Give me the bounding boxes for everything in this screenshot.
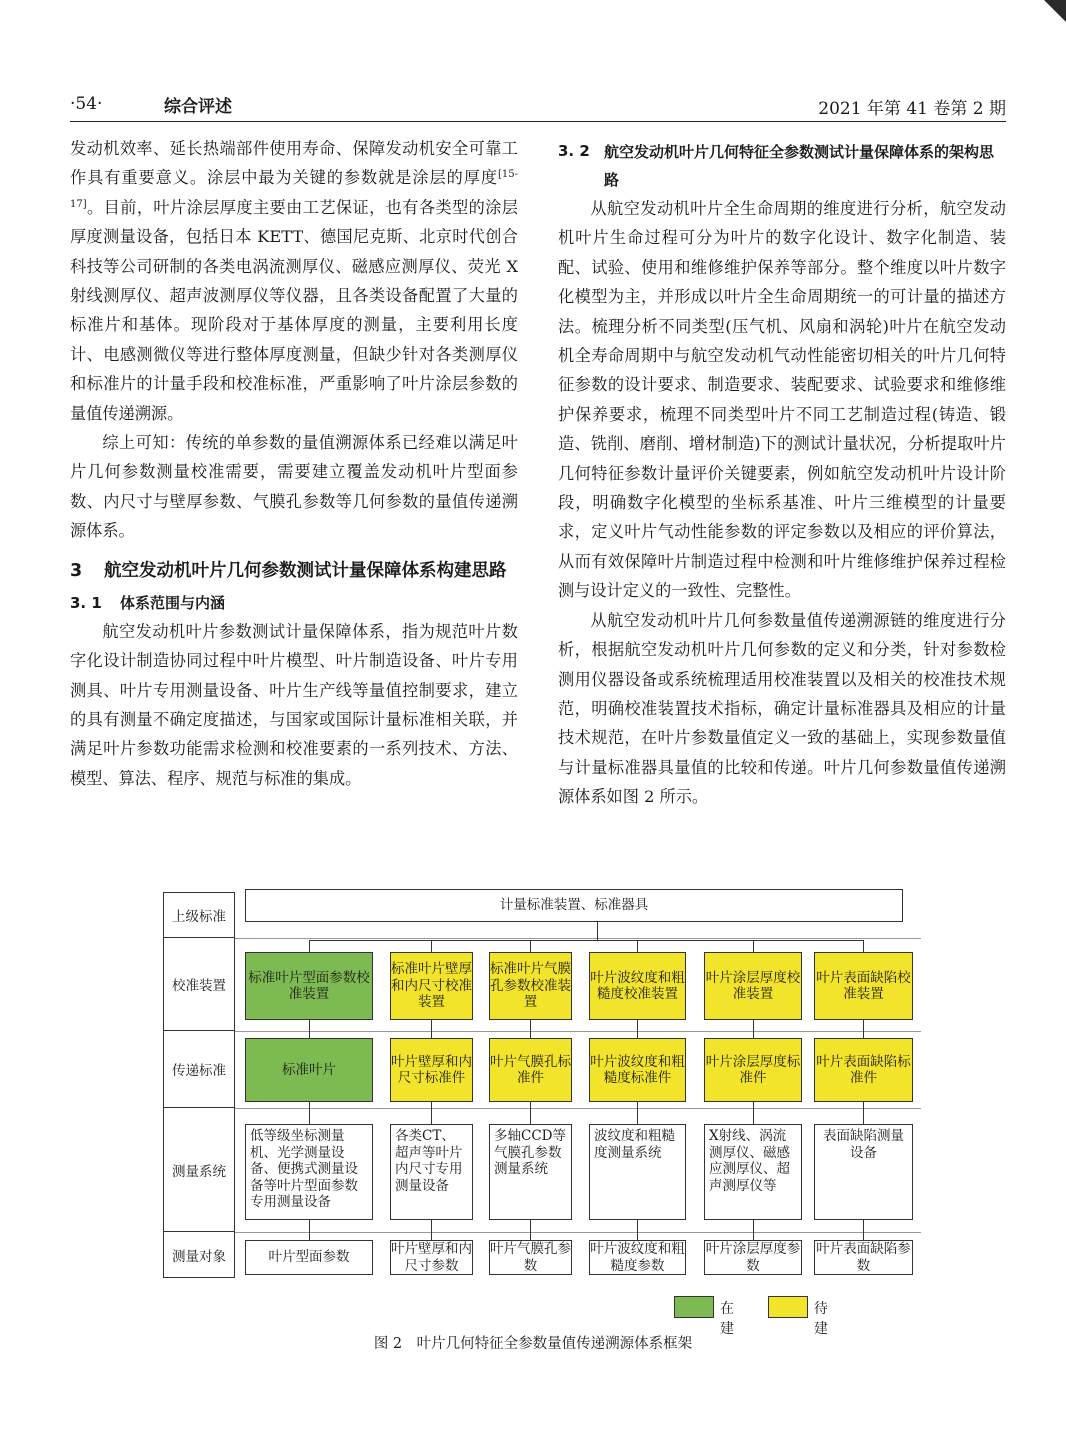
figure-2-diagram [163, 882, 921, 1280]
connector-line [431, 1102, 432, 1124]
connector-line [863, 940, 864, 952]
citation: [15-17] [70, 169, 518, 210]
transfer-standard-box: 叶片波纹度和粗糙度标准件 [589, 1038, 686, 1102]
page-corner-mark [1044, 0, 1066, 22]
connector-line [431, 940, 432, 952]
paragraph: 综上可知：传统的单参数的量值溯源体系已经难以满足叶片几何参数测量校准需要，需要建立覆盖发动机叶片型面参数、内尺寸与壁厚参数、气膜孔参数等几何参数的量值传递溯源体系。 [70, 433, 518, 541]
legend-label: 待建 [814, 1301, 828, 1337]
connector-line [637, 1020, 638, 1038]
row-divider [235, 1232, 921, 1233]
legend-swatch-green [674, 1296, 714, 1318]
connector-line [431, 1020, 432, 1038]
row-label-measurement-system: 测量系统 [163, 1108, 235, 1232]
paragraph [70, 134, 518, 428]
row-label-calibration-device: 校准装置 [163, 938, 235, 1031]
row-divider [235, 1031, 921, 1032]
connector-line [597, 922, 598, 940]
section-title: 航空发动机叶片几何参数测试计量保障体系构建思路 [104, 560, 507, 581]
transfer-standard-box: 叶片表面缺陷标准件 [814, 1038, 913, 1102]
subsection-number: 3. 1 [70, 593, 102, 612]
measurement-object-box: 叶片表面缺陷参数 [814, 1240, 913, 1275]
connector-line [863, 1220, 864, 1240]
transfer-standard-box: 标准叶片 [245, 1038, 373, 1102]
connector-line [530, 1220, 531, 1240]
subsection-heading [558, 138, 1006, 194]
row-divider [235, 938, 921, 939]
paragraph: 航空发动机叶片参数测试计量保障体系，指为规范叶片数字化设计制造协同过程中叶片模型、叶片制造设备、叶片专用测具、叶片专用测量设备、叶片生产线等量值控制要求，建立的具有测量不确定度描述，与国家或国际计量标准相关联，并满足叶片参数功能需求检测和校准要素的一系列技术、方法、模型、算法、程序、规范与标准的集成。 [70, 621, 518, 788]
connector-line [309, 940, 864, 941]
measurement-object-box: 叶片壁厚和内尺寸参数 [391, 1241, 472, 1274]
running-header [70, 92, 1006, 120]
legend-swatch-yellow [768, 1296, 808, 1318]
measurement-object-box: 叶片气膜孔参数 [490, 1241, 571, 1274]
paragraph-text: 发动机效率、延长热端部件使用寿命、保障发动机安全可靠工作具有重要意义。涂层中最为关键的参数就是涂层的厚度 [70, 139, 518, 188]
connector-line [530, 1020, 531, 1038]
connector-line [530, 1102, 531, 1124]
paragraph: 从航空发动机叶片几何参数量值传递溯源链的维度进行分析，根据航空发动机叶片几何参数的定义和分类，针对参数检测用仪器设备或系统梳理适用校准装置以及相关的校准技术规范，明确校准装置技术指标，确定计量标准器具及相应的计量技术规范，在叶片参数量值定义一致的基础上，实现参数量值与计量标准器具量值的比较和传递。叶片几何参数量值传递溯源体系如图 2 所示。 [558, 610, 1006, 807]
calibration-device-box: 标准叶片气膜孔参数校准装置 [489, 952, 572, 1020]
connector-line [309, 1220, 310, 1240]
measurement-system-box: 波纹度和粗糙度测量系统 [589, 1124, 686, 1220]
connector-line [863, 1020, 864, 1038]
calibration-device-box: 叶片表面缺陷校准装置 [814, 952, 913, 1020]
connector-line [431, 1220, 432, 1240]
connector-line [637, 1102, 638, 1124]
transfer-standard-box: 叶片壁厚和内尺寸标准件 [390, 1038, 473, 1102]
calibration-device-box: 叶片波纹度和粗糙度校准装置 [589, 952, 686, 1020]
connector-line [863, 1102, 864, 1124]
transfer-standard-box: 叶片涂层厚度标准件 [704, 1038, 802, 1102]
connector-line [637, 1220, 638, 1240]
row-label-measurement-object: 测量对象 [163, 1232, 235, 1278]
connector-line [309, 1020, 310, 1038]
measurement-object-box: 叶片型面参数 [245, 1240, 373, 1275]
row-label-upper-standard: 上级标准 [163, 892, 235, 938]
row-divider [235, 1108, 921, 1109]
page-number: ·54· [70, 94, 103, 114]
figure-caption: 图 2 叶片几何特征全参数量值传递溯源体系框架 [373, 1336, 693, 1352]
header-rule [70, 121, 1006, 122]
journal-issue: 2021 年第 41 卷第 2 期 [818, 99, 1006, 119]
connector-line [637, 940, 638, 952]
paragraph-text: 。目前，叶片涂层厚度主要由工艺保证，也有各类型的涂层厚度测量设备，包括日本 KETT、德国尼克斯、北京时代创合科技等公司研制的各类电涡流测厚仪、磁感应测厚仪、荧光 X 射线测厚仪、超声波测厚仪等仪器，且各类设备配置了大量的标准片和基体。现阶段对于基体厚度的测量，主要利用长度计、电感测微仪等进行整体厚度测量，但缺少针对各类测厚仪和标准片的计量手段和校准标准，严重影响了叶片涂层参数的量值传递溯源。 [70, 197, 518, 423]
legend-label: 在建 [720, 1301, 734, 1337]
row-label-transfer-standard: 传递标准 [163, 1031, 235, 1108]
measurement-object-box: 叶片涂层厚度参数 [705, 1241, 801, 1274]
section-heading [70, 556, 518, 586]
connector-line [753, 1220, 754, 1240]
paragraph: 从航空发动机叶片全生命周期的维度进行分析，航空发动机叶片生命过程可分为叶片的数字化设计、数字化制造、装配、试验、使用和维修维护保养等部分。整个维度以叶片数字化模型为主，并形成以叶片全生命周期统一的可计量的描述方法。梳理分析不同类型(压气机、风扇和涡轮)叶片在航空发动机全寿命周期中与航空发动机气动性能密切相关的叶片几何特征参数的设计要求、制造要求、装配要求、试验要求和维修维护保养要求，梳理不同类型叶片不同工艺制造过程(铸造、锻造、铣削、磨削、增材制造)下的测试计量状况，分析提取叶片几何特征参数计量评价关键要素，例如航空发动机叶片设计阶段，明确数字化模型的坐标系基准、叶片三维模型的计量要求，定义叶片气动性能参数的评定参数以及相应的评价算法，从而有效保障叶片制造过程中检测和叶片维修维护保养过程检测与设计定义的一致性、完整性。 [558, 199, 1006, 601]
connector-line [309, 1102, 310, 1124]
measurement-system-box: X射线、涡流测厚仪、磁感应测厚仪、超声测厚仪等 [704, 1124, 802, 1220]
connector-line [309, 940, 310, 952]
subsection-title: 体系范围与内涵 [120, 593, 226, 612]
subsection-number: 3. 2 [558, 142, 590, 160]
left-column [70, 134, 518, 793]
measurement-system-box: 各类CT、超声等叶片内尺寸专用测量设备 [390, 1124, 473, 1220]
measurement-system-box: 低等级坐标测量机、光学测量设备、便携式测量设备等叶片型面参数专用测量设备 [245, 1124, 373, 1220]
calibration-device-box: 标准叶片型面参数校准装置 [245, 952, 373, 1020]
measurement-system-box: 多轴CCD等气膜孔参数测量系统 [489, 1124, 572, 1220]
connector-line [753, 940, 754, 952]
connector-line [530, 940, 531, 952]
section-name: 综合评述 [164, 97, 232, 117]
top-standard-box: 计量标准装置、标准器具 [245, 889, 903, 922]
connector-line [753, 1020, 754, 1038]
subsection-title: 航空发动机叶片几何特征全参数测试计量保障体系的架构思路 [604, 143, 995, 189]
subsection-heading [70, 590, 518, 617]
measurement-system-box: 表面缺陷测量设备 [814, 1124, 913, 1220]
section-number: 3 [70, 560, 83, 581]
measurement-object-box: 叶片波纹度和粗糙度参数 [590, 1241, 685, 1274]
right-column [558, 134, 1006, 812]
calibration-device-box: 叶片涂层厚度校准装置 [704, 952, 802, 1020]
transfer-standard-box: 叶片气膜孔标准件 [489, 1038, 572, 1102]
connector-line [753, 1102, 754, 1124]
calibration-device-box: 标准叶片壁厚和内尺寸校准装置 [390, 952, 473, 1020]
